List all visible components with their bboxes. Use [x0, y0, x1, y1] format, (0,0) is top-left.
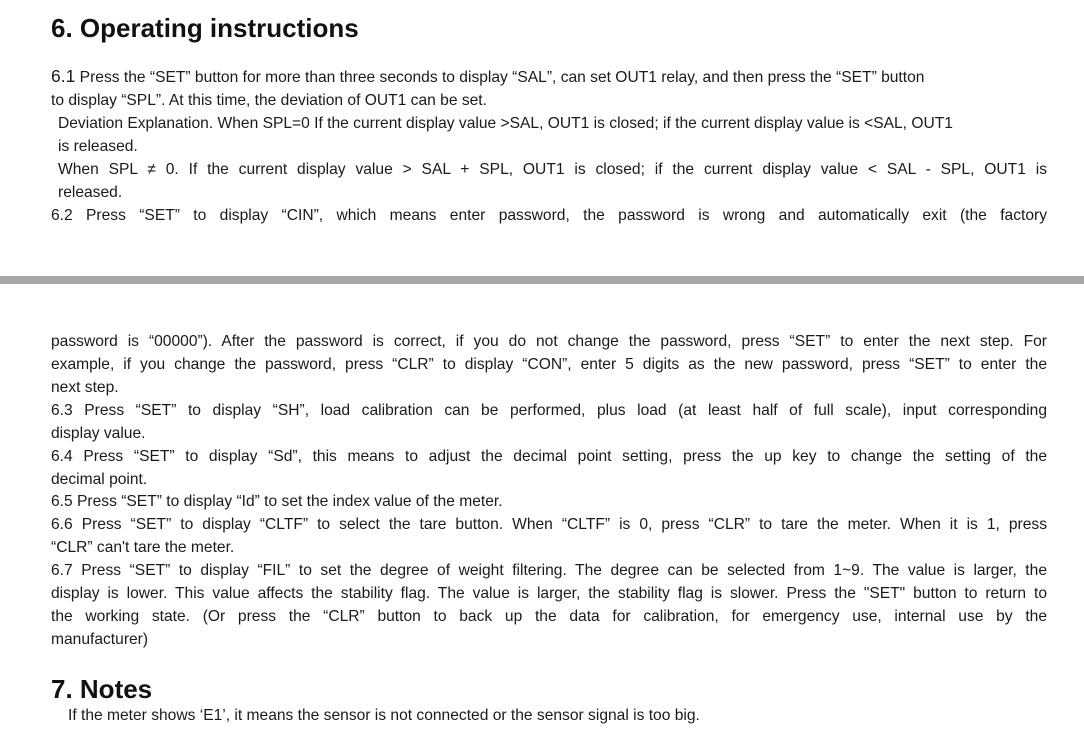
paragraph-6-2-line-1: 6.2 Press “SET” to display “CIN”, which means enter password, the password is wrong and automatically exit (the factory [51, 207, 1047, 224]
paragraph-6-7-line-3: the working state. (Or press the “CLR” button to back up the data for calibration, for emergency use, internal use by the [51, 608, 1047, 625]
paragraph-6-1-text: Press the “SET” button for more than three seconds to display “SAL”, can set OUT1 relay, and then press the “SET” button [79, 69, 925, 86]
notes-text: If the meter shows ‘E1’, it means the sensor is not connected or the sensor signal is too big. [68, 707, 700, 724]
paragraph-6-2-line-2: password is “00000”). After the password is correct, if you do not change the password, press “SET” to enter the next step. For [51, 333, 1047, 350]
paragraph-6-7-line-2: display is lower. This value affects the stability flag. The value is larger, the stability flag is slower. Press the "SET" button to return to [51, 585, 1047, 602]
spl-nonzero-line-1: When SPL ≠ 0. If the current display value > SAL + SPL, OUT1 is closed; if the current display value < SAL - SPL, OUT1 is [58, 161, 1047, 178]
paragraph-6-3-line-2: display value. [51, 425, 146, 442]
paragraph-6-5-line-1: 6.5 Press “SET” to display “Id” to set the index value of the meter. [51, 493, 503, 510]
paragraph-6-6-line-2: “CLR” can't tare the meter. [51, 539, 235, 556]
paragraph-6-7-line-4: manufacturer) [51, 631, 149, 648]
paragraph-6-2-line-3: example, if you change the password, press “CLR” to display “CON”, enter 5 digits as the new password, press “SET” to enter the [51, 356, 1047, 373]
section-6-heading: 6. Operating instructions [51, 13, 359, 43]
deviation-explanation-line-2: is released. [58, 138, 138, 155]
paragraph-6-4-line-2: decimal point. [51, 471, 148, 488]
paragraph-6-4-line-1: 6.4 Press “SET” to display “Sd”, this means to adjust the decimal point setting, press the up key to change the setting of the [51, 448, 1047, 465]
paragraph-6-3-line-1: 6.3 Press “SET” to display “SH”, load calibration can be performed, plus load (at least half of full scale), input corresponding [51, 402, 1047, 419]
paragraph-6-6-line-1: 6.6 Press “SET” to display “CLTF” to select the tare button. When “CLTF” is 0, press “CLR” to tare the meter. When it is 1, press [51, 516, 1047, 533]
spl-nonzero-line-2: released. [58, 184, 123, 201]
section-7-heading: 7. Notes [51, 674, 153, 704]
paragraph-6-2-line-4: next step. [51, 379, 119, 396]
deviation-explanation-line-1: Deviation Explanation. When SPL=0 If the current display value >SAL, OUT1 is closed; if the current display value is <SAL, OUT1 [58, 115, 953, 132]
paragraph-6-7-line-1: 6.7 Press “SET” to display “FIL” to set the degree of weight filtering. The degree can be selected from 1~9. The value is larger, the [51, 562, 1047, 579]
paragraph-6-1-line-2: to display “SPL”. At this time, the deviation of OUT1 can be set. [51, 92, 487, 109]
page-break-divider [0, 276, 1084, 284]
paragraph-6-1-line-1 [51, 66, 1047, 88]
paragraph-6-1-number: 6.1 [51, 66, 76, 86]
